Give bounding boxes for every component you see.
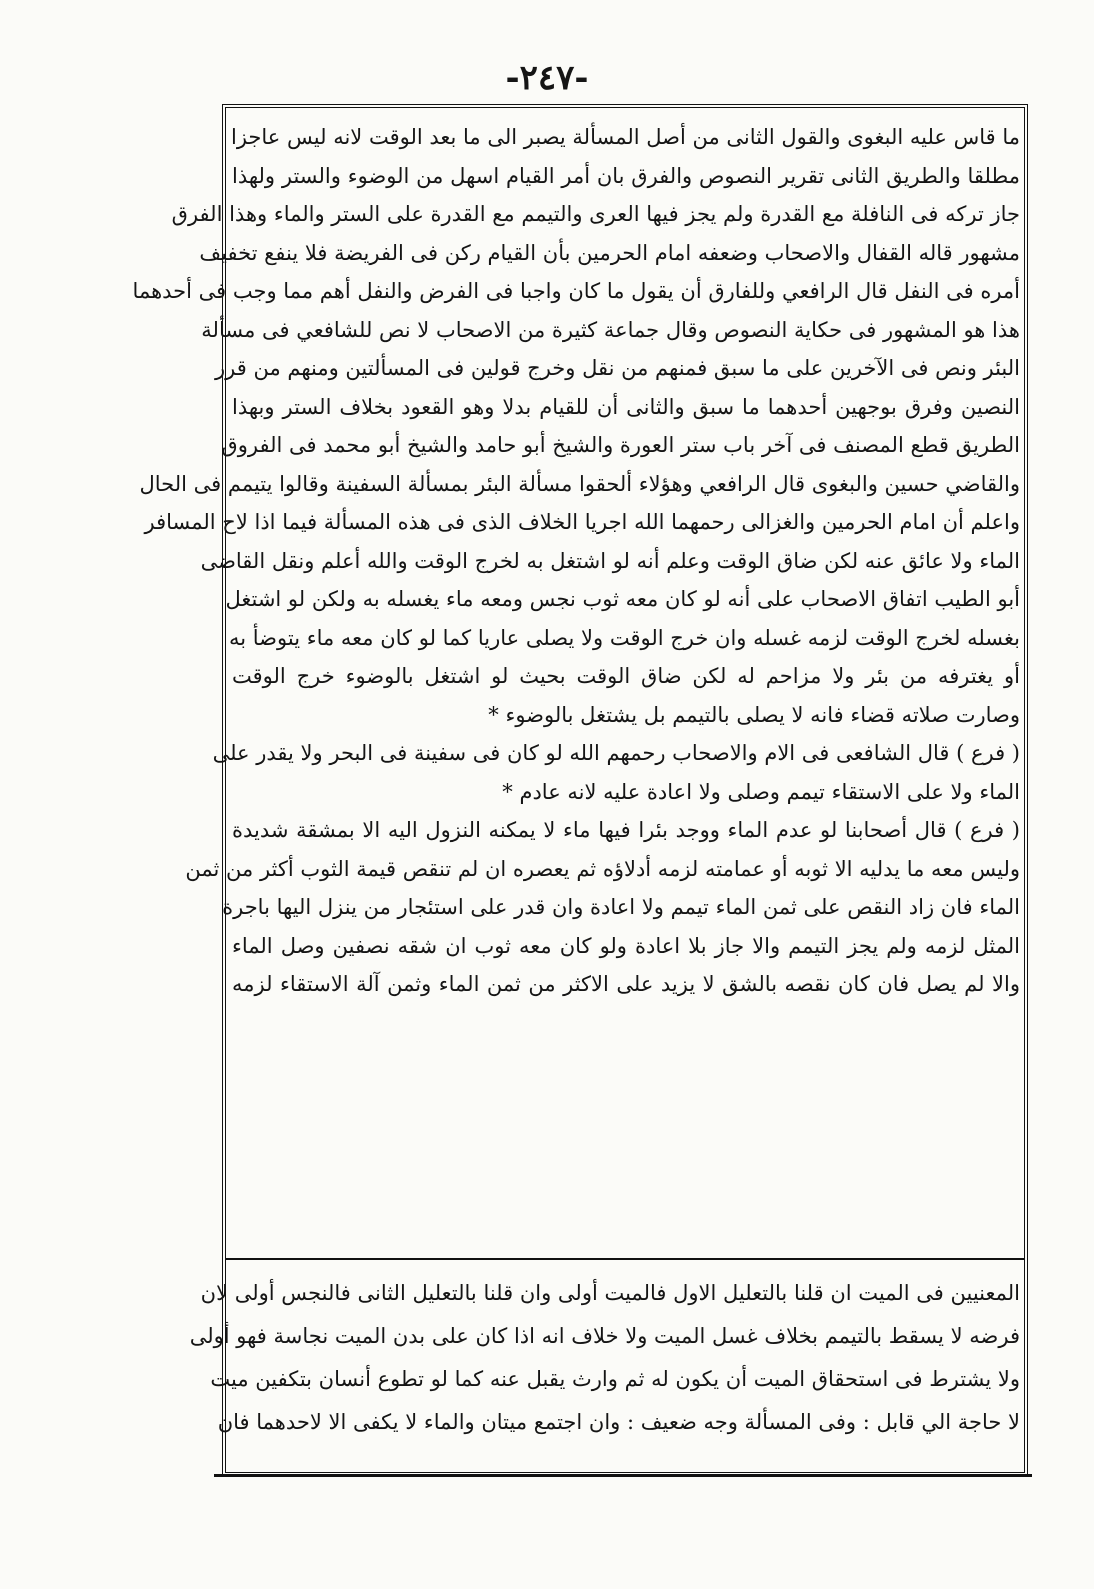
main-line: وصارت صلاته قضاء فانه لا يصلى بالتيمم بل يشتغل بالوضوء * — [488, 702, 1020, 727]
frame-bottom-rule — [214, 1474, 1032, 1477]
main-line: واعلم أن امام الحرمين والغزالى رحمهما الله اجريا الخلاف الذى فى هذه المسألة فيما اذا لاح المسافر — [144, 510, 1020, 534]
main-line: المثل لزمه ولم يجز التيمم والا جاز بلا اعادة ولو كان معه ثوب ان شقه نصفين وصل الماء — [232, 933, 1020, 958]
main-line: الطريق قطع المصنف فى آخر باب ستر العورة والشيخ أبو حامد والشيخ أبو محمد فى الفروق — [221, 433, 1020, 457]
main-line: جاز تركه فى النافلة مع القدرة ولم يجز فيها العرى والتيمم مع القدرة على الستر والماء وهذا الفرق — [171, 202, 1020, 226]
main-line: مطلقا والطريق الثانى تقرير النصوص والفرق بان أمر القيام اسهل من الوضوء والستر ولهذا — [232, 163, 1020, 188]
footnote-line: المعنيين فى الميت ان قلنا بالتعليل الاول فالميت أولى وان قلنا بالتعليل الثانى فالنجس أولى لان — [200, 1281, 1020, 1305]
footnote-line: لا حاجة الي قابل : وفى المسألة وجه ضعيف : وان اجتمع ميتان والماء لا يكفى الا لاحدهما فان — [217, 1410, 1020, 1434]
main-line: أو يغترفه من بئر ولا مزاحم له لكن ضاق الوقت بحيث لو اشتغل بالوضوء خرج الوقت — [232, 664, 1020, 688]
main-line: الماء ولا على الاستقاء تيمم وصلى ولا اعادة عليه لانه عادم * — [502, 779, 1020, 804]
main-line: الماء فان زاد النقص على ثمن الماء تيمم ولا اعادة وان قدر على استئجار من ينزل اليها باجرة — [222, 895, 1020, 919]
footnote-line: ولا يشترط فى استحقاق الميت أن يكون له ثم وارث يقبل عنه كما لو تطوع أنسان بتكفين ميت — [210, 1367, 1020, 1391]
main-line: والا لم يصل فان كان نقصه بالشق لا يزيد على الاكثر من ثمن الماء وثمن آلة الاستقاء لزمه — [232, 972, 1020, 996]
main-text — [132, 118, 1020, 1196]
main-line: والقاضي حسين والبغوى قال الرافعي وهؤلاء ألحقوا مسألة البئر بمسألة السفينة وقالوا يتيمم فى الحال — [139, 471, 1020, 496]
main-line: أبو الطيب اتفاق الاصحاب على أنه لو كان معه ثوب نجس ومعه ماء يغسله به ولكن لو اشتغل — [225, 587, 1020, 611]
main-line: ( فرع ) قال الشافعى فى الام والاصحاب رحمهم الله لو كان فى سفينة فى البحر ولا يقدر على — [212, 741, 1020, 765]
main-line: بغسله لخرج الوقت لزمه غسله وان خرج الوقت ولا يصلى عاريا كما لو كان معه ماء يتوضأ به — [229, 625, 1020, 650]
footnote-text — [189, 1272, 1020, 1468]
main-line: هذا هو المشهور فى حكاية النصوص وقال جماعة كثيرة من الاصحاب لا نص للشافعي فى مسألة — [201, 317, 1020, 342]
page-number: -٢٤٧- — [505, 58, 589, 98]
footnote-divider — [226, 1258, 1024, 1260]
main-line: وليس معه ما يدليه الا ثوبه أو عمامته لزمه أدلاؤه ثم يعصره ان لم تنقص قيمة الثوب أكثر من ثمن — [185, 856, 1020, 881]
main-line: ما قاس عليه البغوى والقول الثانى من أصل المسألة يصبر الى ما بعد الوقت لانه ليس عاجزا — [231, 125, 1020, 149]
main-line: ( فرع ) قال أصحابنا لو عدم الماء ووجد بئرا فيها ماء لا يمكنه النزول اليه الا بمشقة شديدة — [232, 818, 1020, 842]
main-line: الماء ولا عائق عنه لكن ضاق الوقت وعلم أنه لو اشتغل به لخرج الوقت والله أعلم ونقل القاضى — [200, 548, 1020, 573]
main-line: البئر ونص فى الآخرين على ما سبق فمنهم من نقل وخرج قولين فى المسألتين ومنهم من قرر — [215, 356, 1020, 380]
footnote-line: فرضه لا يسقط بالتيمم بخلاف غسل الميت ولا خلاف انه اذا كان على بدن الميت نجاسة فهو أولى — [189, 1324, 1020, 1348]
main-line: مشهور قاله القفال والاصحاب وضعفه امام الحرمين بأن القيام ركن فى الفريضة فلا ينفع تخفيف — [199, 240, 1020, 265]
main-line: النصين وفرق بوجهين أحدهما ما سبق والثانى أن للقيام بدلا وهو القعود بخلاف الستر وبهذا — [232, 394, 1020, 419]
main-line: أمره فى النفل قال الرافعي وللفارق أن يقول ما كان واجبا فى الفرض والنفل أهم مما وجب فى أحدهما — [132, 279, 1020, 303]
